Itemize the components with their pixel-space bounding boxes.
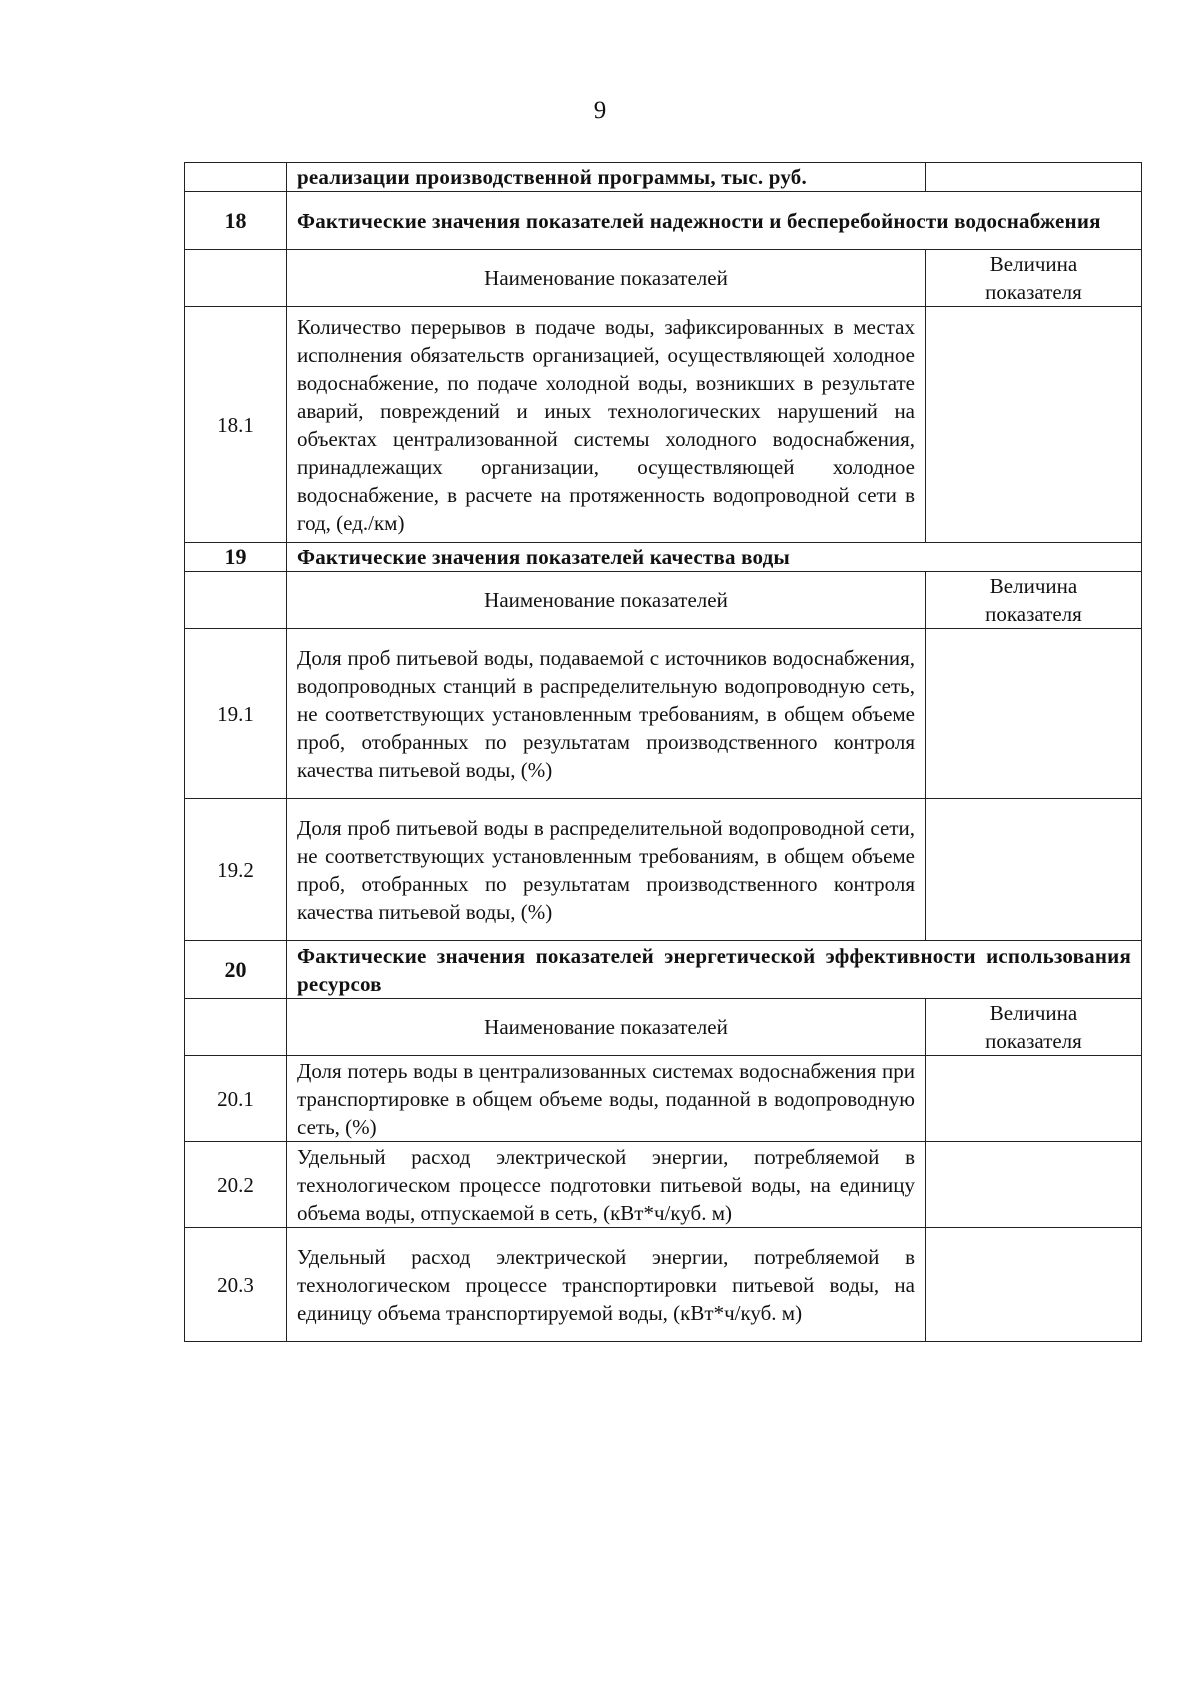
- item-text: Количество перерывов в подаче воды, зафиксированных в местах исполнения обязательств организацией, осуществляющей холодное водоснабжение, по подаче холодной воды, возникших в результате аварий, повреждений и иных технологических нарушений на объектах централизованной системы холодного водоснабжения, принадлежащих организации, осуществляющей холодное водоснабжение, в расчете на протяженность водопроводной сети в год, (ед./км): [287, 307, 926, 543]
- table-row: [185, 629, 1142, 799]
- item-number: 19.1: [185, 629, 287, 799]
- column-header-row: [185, 250, 1142, 307]
- column-header-row: [185, 572, 1142, 629]
- column-header-row: [185, 999, 1142, 1056]
- page-number: 9: [593, 97, 607, 124]
- item-number: 19.2: [185, 799, 287, 941]
- item-value-cell: [926, 799, 1142, 941]
- item-number: 20.3: [185, 1228, 287, 1342]
- table-row: [185, 1142, 1142, 1228]
- empty-number-cell: [185, 572, 287, 629]
- continuation-text: реализации производственной программы, тыс. руб.: [287, 163, 926, 192]
- section-title: Фактические значения показателей качества воды: [287, 543, 1142, 572]
- item-text: Доля потерь воды в централизованных системах водоснабжения при транспортировке в общем объеме воды, поданной в водопроводную сеть, (%): [287, 1056, 926, 1142]
- section-title: Фактические значения показателей энергетической эффективности использования ресурсов: [287, 941, 1142, 999]
- column-header-name: Наименование показателей: [287, 572, 926, 629]
- section-title: Фактические значения показателей надежности и бесперебойности водоснабжения: [287, 192, 1142, 250]
- column-header-value-line2: показателя: [985, 1029, 1082, 1053]
- section-header-row: [185, 192, 1142, 250]
- item-text: Доля проб питьевой воды в распределительной водопроводной сети, не соответствующих установленным требованиям, в общем объеме проб, отобранных по результатам производственного контроля качества питьевой воды, (%): [287, 799, 926, 941]
- column-header-value: [926, 572, 1142, 629]
- section-header-row: [185, 543, 1142, 572]
- section-number: 20: [185, 941, 287, 999]
- column-header-value-line2: показателя: [985, 280, 1082, 304]
- item-number: 20.2: [185, 1142, 287, 1228]
- table-row: [185, 307, 1142, 543]
- column-header-value-line1: Величина: [989, 1001, 1078, 1025]
- column-header-value-line2: показателя: [985, 602, 1082, 626]
- empty-number-cell: [185, 163, 287, 192]
- column-header-name: Наименование показателей: [287, 999, 926, 1056]
- section-number: 19: [185, 543, 287, 572]
- item-number: 18.1: [185, 307, 287, 543]
- item-text: Удельный расход электрической энергии, потребляемой в технологическом процессе подготовки питьевой воды, на единицу объема воды, отпускаемой в сеть, (кВт*ч/куб. м): [287, 1142, 926, 1228]
- table-row: [185, 799, 1142, 941]
- item-value-cell: [926, 307, 1142, 543]
- column-header-value-line1: Величина: [989, 574, 1078, 598]
- item-text: Удельный расход электрической энергии, потребляемой в технологическом процессе транспортировки питьевой воды, на единицу объема транспортируемой воды, (кВт*ч/куб. м): [287, 1228, 926, 1342]
- item-value-cell: [926, 1142, 1142, 1228]
- empty-number-cell: [185, 250, 287, 307]
- table-row: [185, 1056, 1142, 1142]
- table-row: [185, 1228, 1142, 1342]
- item-number: 20.1: [185, 1056, 287, 1142]
- item-text: Доля проб питьевой воды, подаваемой с источников водоснабжения, водопроводных станций в распределительную водопроводную сеть, не соответствующих установленным требованиям, в общем объеме проб, отобранных по результатам производственного контроля качества питьевой воды, (%): [287, 629, 926, 799]
- empty-value-cell: [926, 163, 1142, 192]
- column-header-value-line1: Величина: [989, 252, 1078, 276]
- item-value-cell: [926, 629, 1142, 799]
- indicators-table: [184, 162, 1142, 1342]
- section-number: 18: [185, 192, 287, 250]
- item-value-cell: [926, 1228, 1142, 1342]
- table-row-continuation: [185, 163, 1142, 192]
- column-header-value: [926, 250, 1142, 307]
- column-header-name: Наименование показателей: [287, 250, 926, 307]
- column-header-value: [926, 999, 1142, 1056]
- item-value-cell: [926, 1056, 1142, 1142]
- section-header-row: [185, 941, 1142, 999]
- empty-number-cell: [185, 999, 287, 1056]
